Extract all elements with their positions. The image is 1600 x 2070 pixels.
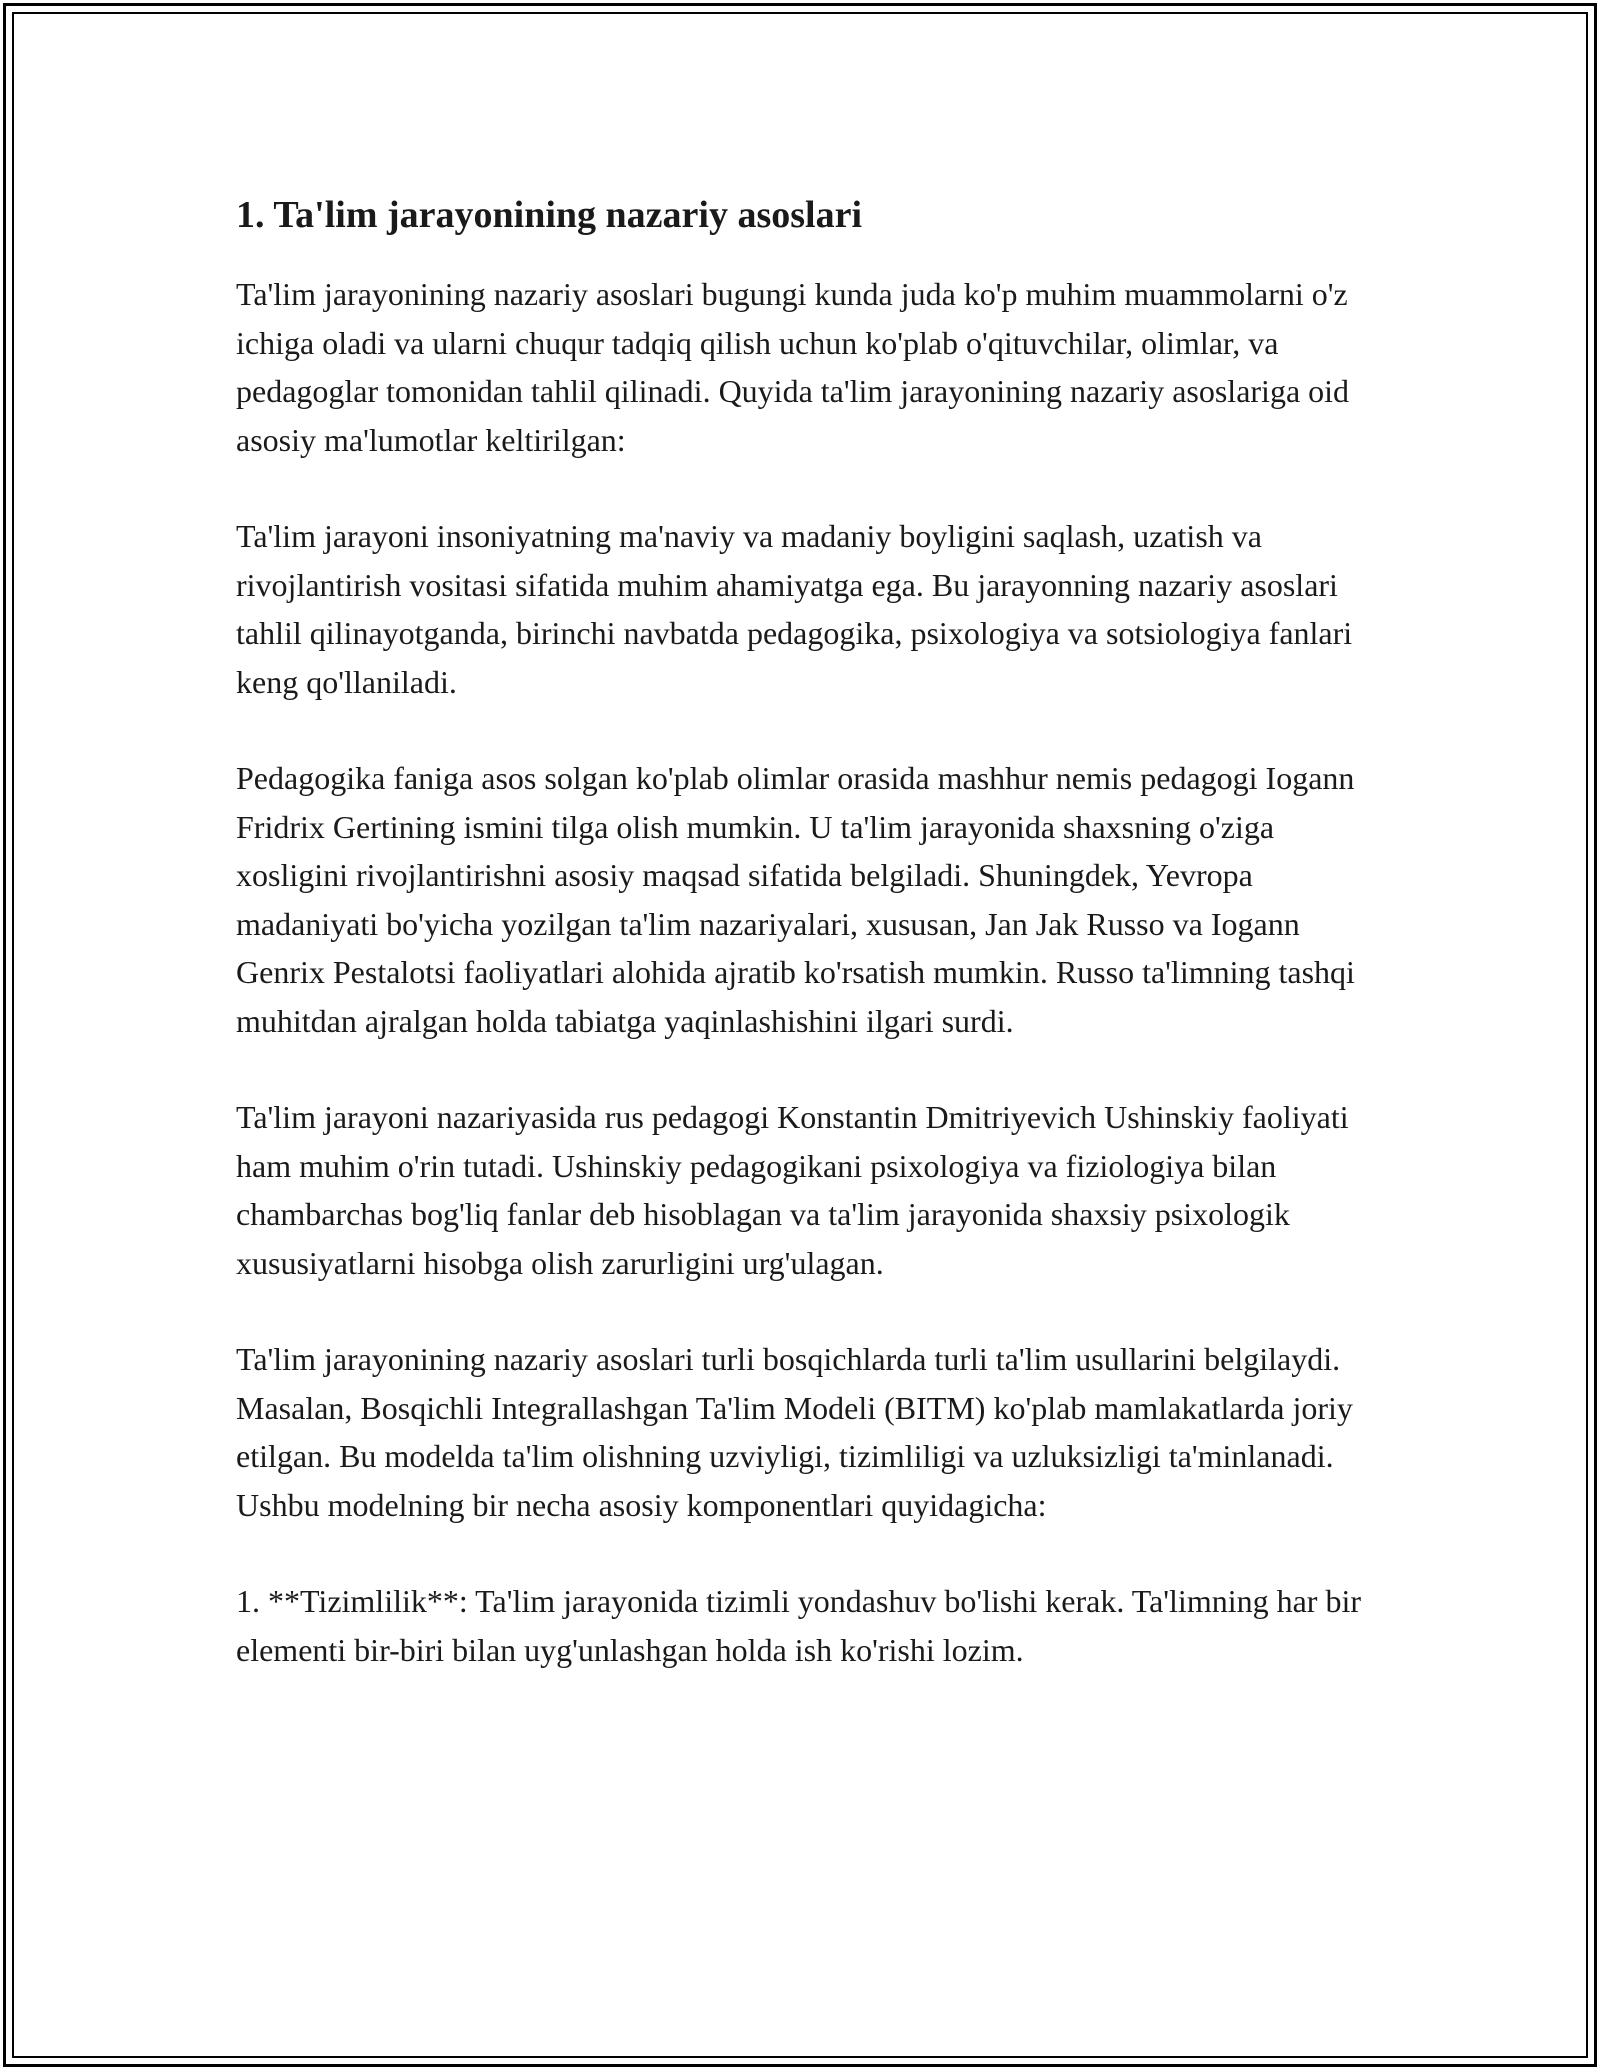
paragraph-pedagogy-scholars: Pedagogika faniga asos solgan ko'plab olimlar orasida mashhur nemis pedagogi Iogann Fridrix Gertining ismini tilga olish mumkin. U ta'lim jarayonida shaxsning o'ziga xosligini rivojlantirishni asosiy maqsad sifatida belgiladi. Shuningdek, Yevropa madaniyati bo'yicha yozilgan ta'lim nazariyalari, xususan, Jan Jak Russo va Iogann Genrix Pestalotsi faoliyatlari alohida ajratib ko'rsatish mumkin. Russo ta'limning tashqi muhitdan ajralgan holda tabiatga yaqinlashishini ilgari surdi. bbox=[236, 760, 1355, 1039]
paragraph-list-item-systematicity: 1. **Tizimlilik**: Ta'lim jarayonida tizimli yondashuv bo'lishi kerak. Ta'limning har bir elementi bir-biri bilan uyg'unlashgan holda ish ko'rishi lozim. bbox=[236, 1583, 1361, 1668]
paragraph-intro: Ta'lim jarayonining nazariy asoslari bugungi kunda juda ko'p muhim muammolarni o'z ichiga oladi va ularni chuqur tadqiq qilish uchun ko'plab o'qituvchilar, olimlar, va pedagoglar tomonidan tahlil qilinadi. Quyida ta'lim jarayonining nazariy asoslariga oid asosiy ma'lumotlar keltirilgan: bbox=[236, 276, 1350, 458]
paragraph-bitm-model: Ta'lim jarayonining nazariy asoslari turli bosqichlarda turli ta'lim usullarini belgilaydi. Masalan, Bosqichli Integrallashgan Ta'lim Modeli (BITM) ko'plab mamlakatlarda joriy etilgan. Bu modelda ta'lim olishning uzviyligi, tizimliligi va uzluksizligi ta'minlanadi. Ushbu modelning bir necha asosiy komponentlari quyidagicha: bbox=[236, 1341, 1353, 1523]
document-content bbox=[236, 188, 1366, 1674]
paragraph-ushinskiy: Ta'lim jarayoni nazariyasida rus pedagogi Konstantin Dmitriyevich Ushinskiy faoliyati ham muhim o'rin tutadi. Ushinskiy pedagogikani psixologiya va fiziologiya bilan chambarchas bog'liq fanlar deb hisoblagan va ta'lim jarayonida shaxsiy psixologik xususiyatlarni hisobga olish zarurligini urg'ulagan. bbox=[236, 1099, 1349, 1281]
section-heading: 1. Ta'lim jarayonining nazariy asoslari bbox=[236, 194, 863, 236]
paragraph-cultural-heritage: Ta'lim jarayoni insoniyatning ma'naviy va madaniy boyligini saqlash, uzatish va rivojlantirish vositasi sifatida muhim ahamiyatga ega. Bu jarayonning nazariy asoslari tahlil qilinayotganda, birinchi navbatda pedagogika, psixologiya va sotsiologiya fanlari keng qo'llaniladi. bbox=[236, 518, 1353, 700]
